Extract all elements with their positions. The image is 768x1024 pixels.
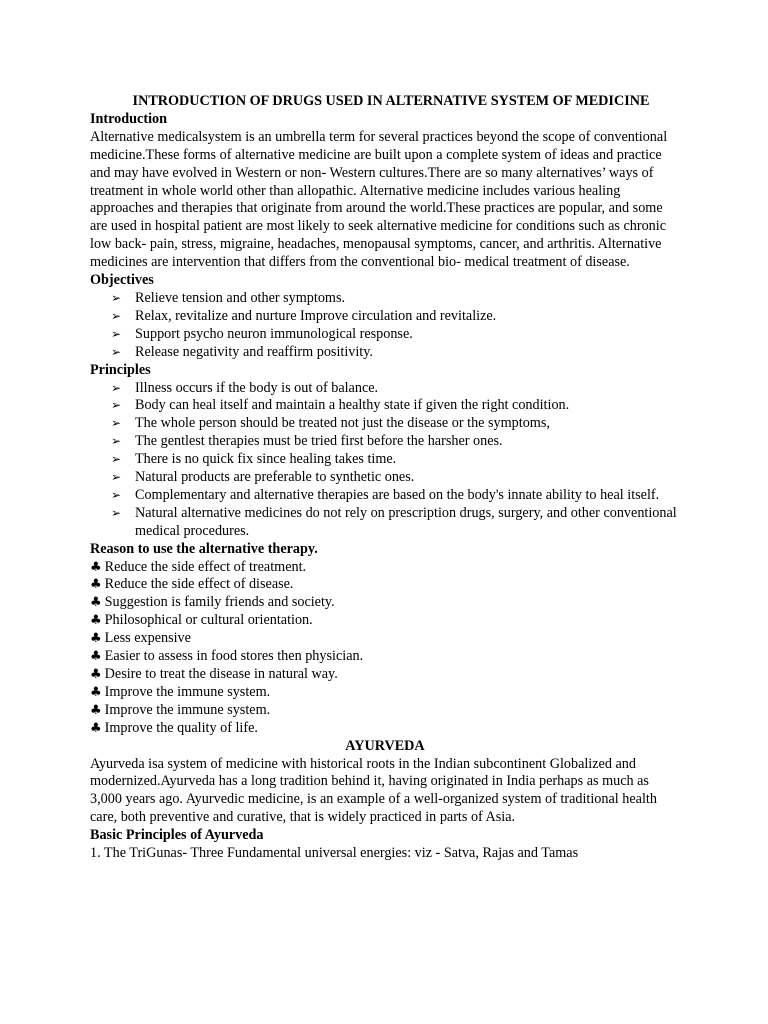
list-item-text: Easier to assess in food stores then physician. (104, 648, 364, 665)
list-item-text: Suggestion is family friends and society. (104, 594, 335, 611)
ayurveda-heading: AYURVEDA (345, 737, 425, 754)
document-page (90, 93, 680, 863)
arrow-bullet-icon: ➢ (111, 380, 122, 395)
club-bullet-icon: ♣ (90, 559, 102, 575)
list-item (90, 559, 680, 577)
list-item-text: The whole person should be treated not just the disease or the symptoms, (135, 415, 550, 432)
list-item (90, 344, 680, 362)
document-title: INTRODUCTION OF DRUGS USED IN ALTERNATIVE SYSTEM OF MEDICINE (132, 93, 650, 109)
list-item-text: Complementary and alternative therapies are based on the body's innate ability to heal itself. (135, 486, 660, 503)
club-bullet-icon: ♣ (90, 577, 102, 593)
objectives-list (90, 290, 680, 362)
list-item (90, 415, 680, 433)
list-item (90, 326, 680, 344)
reasons-list (90, 559, 680, 738)
club-bullet-icon: ♣ (90, 649, 102, 665)
list-item-text: Improve the immune system. (104, 701, 271, 718)
reasons-heading: Reason to use the alternative therapy. (90, 540, 318, 557)
arrow-bullet-icon: ➢ (111, 398, 122, 413)
list-item (90, 505, 680, 541)
list-item (90, 648, 680, 666)
club-bullet-icon: ♣ (90, 702, 102, 718)
introduction-heading: Introduction (90, 110, 167, 127)
list-item (90, 720, 680, 738)
list-item-text: There is no quick fix since healing takes time. (135, 451, 397, 468)
list-item (90, 451, 680, 469)
list-item-text: Less expensive (104, 630, 191, 647)
club-bullet-icon: ♣ (90, 684, 102, 700)
list-item (90, 684, 680, 702)
list-item-text: The gentlest therapies must be tried first before the harsher ones. (135, 433, 503, 450)
arrow-bullet-icon: ➢ (111, 416, 122, 431)
introduction-paragraph: Alternative medicalsystem is an umbrella term for several practices beyond the scope of conventional medicine.These forms of alternative medicine are built upon a complete system of ideas and practice and may have evolved in Western or non- Western cultures.There are so many alternatives’ ways of treatment in whole world other than allopathic. Alternative medicine includes various healing approaches and therapies that originate from around the world.These practices are popular, and some are used in hospital patient are most likely to seek alternative medicine for conditions such as chronic low back- pain, stress, migraine, headaches, menopausal symptoms, cancer, and arthritis. Alternative medicines are intervention that differs from the conventional bio- medical treatment of disease. (90, 128, 668, 271)
list-item-text: Body can heal itself and maintain a healthy state if given the right condition. (135, 397, 570, 414)
objectives-heading: Objectives (90, 272, 154, 289)
club-bullet-icon: ♣ (90, 720, 102, 736)
list-item (90, 469, 680, 487)
list-item-text: Release negativity and reaffirm positivity. (135, 343, 373, 360)
list-item-text: Support psycho neuron immunological response. (135, 325, 413, 342)
list-item-text: Relax, revitalize and nurture Improve circulation and revitalize. (135, 307, 497, 324)
basic-principles-line: 1. The TriGunas- Three Fundamental universal energies: viz - Satva, Rajas and Tamas (90, 845, 579, 862)
arrow-bullet-icon: ➢ (111, 308, 122, 323)
list-item (90, 487, 680, 505)
list-item-text: Reduce the side effect of treatment. (104, 558, 307, 575)
list-item-text: Desire to treat the disease in natural way. (104, 666, 338, 682)
list-item-text: Philosophical or cultural orientation. (104, 612, 313, 629)
list-item (90, 576, 680, 594)
club-bullet-icon: ♣ (90, 667, 102, 682)
list-item-text: Improve the immune system. (104, 683, 271, 700)
list-item-text: Natural alternative medicines do not rely on prescription drugs, surgery, and other conventional medical procedures. (135, 504, 677, 539)
list-item (90, 397, 680, 415)
list-item-text: Reduce the side effect of disease. (104, 576, 294, 593)
principles-list (90, 380, 680, 541)
arrow-bullet-icon: ➢ (111, 434, 122, 449)
ayurveda-paragraph: Ayurveda isa system of medicine with historical roots in the Indian subcontinent Globalized and modernized.Ayurveda has a long tradition behind it, having originated in India perhaps as much as 3,000 years ago. Ayurvedic medicine, is an example of a well-organized system of traditional health care, both preventive and curative, that is widely practiced in parts of Asia. (90, 755, 657, 826)
arrow-bullet-icon: ➢ (111, 505, 122, 520)
list-item (90, 594, 680, 612)
list-item-text: Illness occurs if the body is out of balance. (135, 379, 379, 396)
list-item-text: Improve the quality of life. (104, 719, 258, 736)
principles-heading: Principles (90, 361, 151, 378)
arrow-bullet-icon: ➢ (111, 326, 122, 341)
list-item (90, 433, 680, 451)
list-item (90, 290, 680, 308)
arrow-bullet-icon: ➢ (111, 487, 122, 502)
arrow-bullet-icon: ➢ (111, 452, 122, 467)
arrow-bullet-icon: ➢ (111, 290, 122, 305)
club-bullet-icon: ♣ (90, 631, 102, 647)
list-item (90, 702, 680, 720)
arrow-bullet-icon: ➢ (111, 470, 122, 485)
list-item (90, 612, 680, 630)
list-item (90, 380, 680, 398)
list-item (90, 666, 680, 684)
list-item-text: Natural products are preferable to synthetic ones. (135, 469, 415, 486)
club-bullet-icon: ♣ (90, 595, 102, 611)
club-bullet-icon: ♣ (90, 613, 102, 629)
list-item-text: Relieve tension and other symptoms. (135, 289, 346, 306)
arrow-bullet-icon: ➢ (111, 344, 122, 359)
basic-principles-heading: Basic Principles of Ayurveda (90, 827, 264, 844)
list-item (90, 308, 680, 326)
list-item (90, 630, 680, 648)
